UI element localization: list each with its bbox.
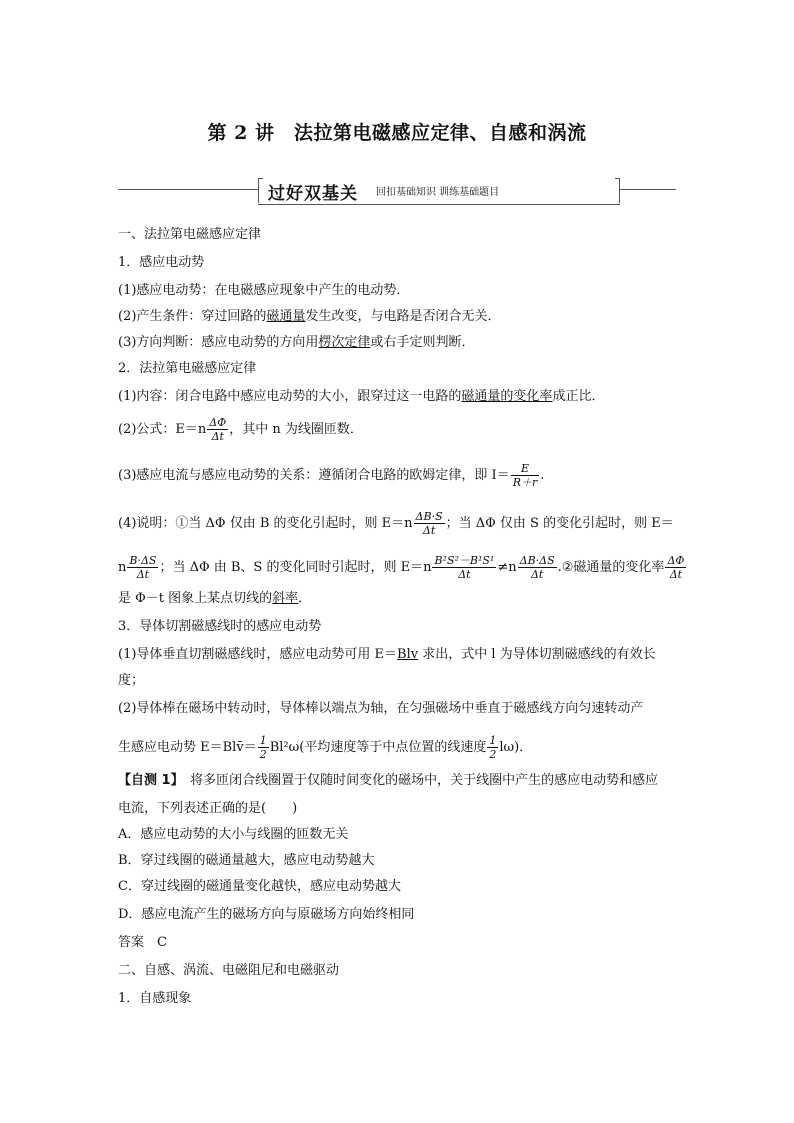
banner-subtitle: 回扣基础知识 训练基础题目 xyxy=(376,187,500,198)
exercise-tag: 【自测 1】 xyxy=(118,773,178,788)
underlined-term: 磁通量的变化率 xyxy=(461,389,553,404)
fraction: $\frac{1}{2}$ xyxy=(259,734,267,761)
paragraph: (1)感应电动势：在电磁感应现象中产生的电动势． xyxy=(118,283,410,298)
fraction: $\frac{B\cdot\Delta S}{\Delta t}$ xyxy=(129,554,157,581)
paragraph: (1)内容：闭合电路中感应电动势的大小，跟穿过这一电路的磁通量的变化率成正比． xyxy=(118,389,605,404)
formula-line: 生感应电动势 E＝Blv̄＝ $\frac{1}{2}$ Bl²ω(平均速度等于中点位置的线速度 $\frac{1}{2}$ lω)． xyxy=(118,734,533,761)
banner-box xyxy=(258,176,620,204)
fraction: $\frac{\Delta\Phi}{\Delta t}$ xyxy=(667,554,685,581)
section-heading: 二、自感、涡流、电磁阻尼和电磁驱动 xyxy=(118,963,340,978)
fraction: $\frac{\Delta B\cdot\Delta S}{\Delta t}$ xyxy=(519,554,555,581)
formula-line: n $\frac{B\cdot\Delta S}{\Delta t}$ ；当 ΔΦ 由 B、S 的变化同时引起时，则 E＝n $\frac{\text{B²S²－B¹S¹}}{\Delta t}$ ≠n $\frac{\Delta B\cdot\Delta S}{\Delta t}$ .②磁通量的变化率 $\frac{\Delta\Phi}{\Delta t}$ xyxy=(118,554,685,581)
fraction: $\frac{E}{R+r}$ xyxy=(512,462,538,489)
paragraph: (3)方向判断：感应电动势的方向用楞次定律或右手定则判断． xyxy=(118,335,475,350)
formula-line: (4)说明：①当 ΔΦ 仅由 B 的变化引起时，则 E＝n $\frac{\Delta B\cdot S}{\Delta t}$ ；当 ΔΦ 仅由 S 的变化引起时，则 E＝ xyxy=(118,510,674,537)
item-title: 1．自感现象 xyxy=(118,991,192,1006)
option-b: B．穿过线圈的磁通量越大，感应电动势越大 xyxy=(118,853,375,868)
underlined-term: Blv xyxy=(397,647,419,662)
paragraph: (2)产生条件：穿过回路的磁通量发生改变，与电路是否闭合无关． xyxy=(118,309,501,324)
item-title: 3．导体切割磁感线时的感应电动势 xyxy=(118,619,322,634)
paragraph: 度； xyxy=(118,673,145,688)
formula-line: (3)感应电流与感应电动势的关系：遵循闭合电路的欧姆定律，即 I＝ $\frac{E}{R+r}$ . xyxy=(118,462,545,489)
option-d: D．感应电流产生的磁场方向与原磁场方向始终相同 xyxy=(118,907,415,922)
formula-line: (2)公式：E＝n $\frac{\Delta\Phi}{\Delta t}$ ，其中 n 为线圈匝数． xyxy=(118,416,363,443)
section-heading: 一、法拉第电磁感应定律 xyxy=(118,227,262,242)
option-a: A．感应电动势的大小与线圈的匝数无关 xyxy=(118,827,349,842)
option-c: C．穿过线圈的磁通量变化越快，感应电动势越大 xyxy=(118,879,401,894)
fraction: $\frac{\text{B²S²－B¹S¹}}{\Delta t}$ xyxy=(434,554,495,581)
paragraph: (2)导体棒在磁场中转动时，导体棒以端点为轴，在匀强磁场中垂直于磁感线方向匀速转动产 xyxy=(118,701,644,716)
item-title: 2．法拉第电磁感应定律 xyxy=(118,361,257,376)
fraction: $\frac{\Delta B\cdot S}{\Delta t}$ xyxy=(415,510,443,537)
section-banner xyxy=(118,176,676,206)
paragraph: (1)导体垂直切割磁感线时，感应电动势可用 E＝Blv 求出，式中 l 为导体切割磁感线的有效长 xyxy=(118,647,656,662)
banner-title: 过好双基关 xyxy=(268,184,358,204)
paragraph: 是 Φ－t 图象上某点切线的斜率． xyxy=(118,591,312,606)
exercise-question: 【自测 1】 将多匝闭合线圈置于仅随时间变化的磁场中，关于线圈中产生的感应电动势和感应 xyxy=(118,773,659,788)
item-title: 1．感应电动势 xyxy=(118,255,205,270)
exercise-question: 电流，下列表述正确的是( ) xyxy=(118,801,298,816)
underlined-term: 磁通量 xyxy=(266,309,306,324)
page-title: 第 2 讲 法拉第电磁感应定律、自感和涡流 xyxy=(207,122,587,144)
banner-rule-left xyxy=(118,189,258,190)
underlined-term: 楞次定律 xyxy=(318,335,371,350)
answer: 答案 C xyxy=(118,935,167,950)
fraction: $\frac{\Delta\Phi}{\Delta t}$ xyxy=(209,416,227,443)
fraction: $\frac{1}{2}$ xyxy=(489,734,497,761)
banner-rule-right xyxy=(620,189,676,190)
underlined-term: 斜率 xyxy=(272,591,299,606)
